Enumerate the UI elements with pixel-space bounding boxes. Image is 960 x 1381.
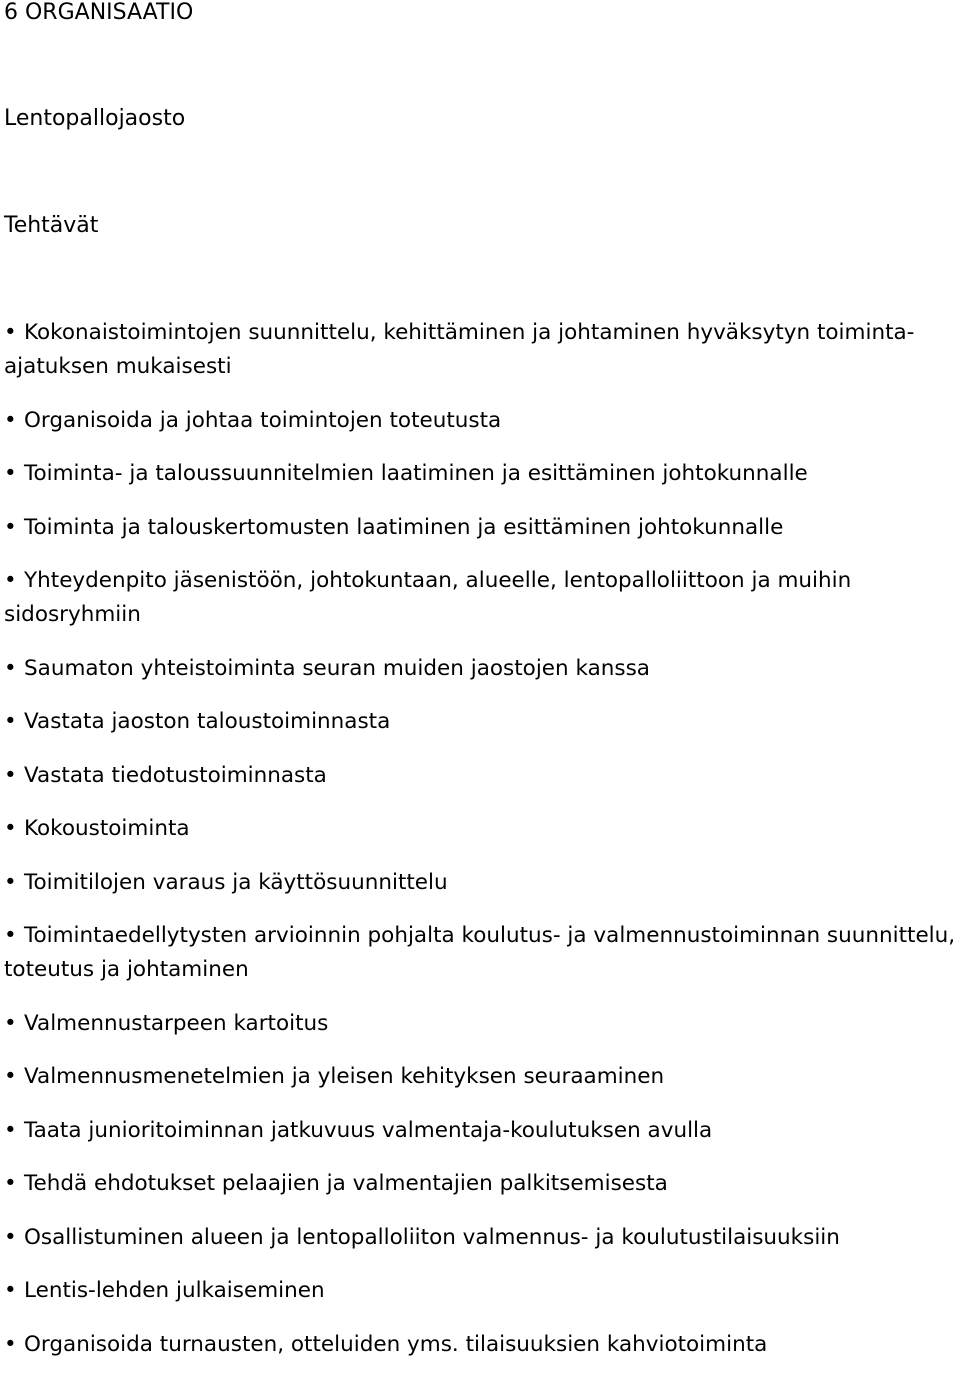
- bullet-icon: •: [4, 762, 17, 788]
- bullet-icon: •: [4, 568, 17, 593]
- task-text: Valmennustarpeen kartoitus: [24, 1010, 329, 1036]
- task-text: Yhteydenpito jäsenistöön, johtokuntaan, alueelle, lentopalloliittoon ja muihin sidosryhmiin: [4, 568, 852, 627]
- task-text: Saumaton yhteistoiminta seuran muiden jaostojen kanssa: [24, 655, 650, 681]
- list-item: [0, 705, 960, 739]
- bullet-icon: •: [4, 655, 17, 681]
- bullet-icon: •: [4, 869, 17, 895]
- task-text: Valmennusmenetelmien ja yleisen kehityksen seuraaminen: [24, 1064, 665, 1089]
- list-item: [0, 652, 960, 686]
- task-text: Toimintaedellytysten arvioinnin pohjalta koulutus- ja valmennustoiminnan suunnittelu, toteutus ja johtaminen: [4, 923, 956, 982]
- bullet-icon: •: [4, 1224, 17, 1250]
- subsection-title: Tehtävät: [4, 213, 99, 238]
- bullet-icon: •: [4, 320, 17, 345]
- task-text: Taata junioritoiminnan jatkuvuus valmentaja-koulutuksen avulla: [24, 1117, 713, 1143]
- list-item: [0, 1007, 960, 1041]
- task-text: Kokoustoiminta: [24, 816, 190, 841]
- bullet-icon: •: [4, 1331, 17, 1357]
- list-item: [0, 457, 960, 491]
- task-text: Organisoida ja johtaa toimintojen toteutusta: [24, 407, 502, 433]
- task-text: Toiminta- ja taloussuunnitelmien laatiminen ja esittäminen johtokunnalle: [24, 461, 808, 486]
- list-item: [0, 564, 960, 632]
- bullet-icon: •: [4, 1278, 17, 1303]
- task-text: Toiminta ja talouskertomusten laatiminen ja esittäminen johtokunnalle: [24, 514, 784, 540]
- bullet-icon: •: [4, 1117, 17, 1143]
- bullet-icon: •: [4, 923, 17, 948]
- task-text: Osallistuminen alueen ja lentopalloliiton valmennus- ja koulutustilaisuuksiin: [24, 1224, 840, 1250]
- list-item: [0, 759, 960, 793]
- list-item: [0, 316, 960, 384]
- bullet-icon: •: [4, 461, 17, 486]
- section-title: Lentopallojaosto: [4, 106, 186, 131]
- list-item: [0, 1060, 960, 1094]
- list-item: [0, 812, 960, 846]
- task-text: Vastata tiedotustoiminnasta: [24, 762, 327, 788]
- list-item: [0, 1114, 960, 1148]
- list-item: [0, 1167, 960, 1201]
- task-text: Toimitilojen varaus ja käyttösuunnittelu: [24, 869, 448, 895]
- bullet-icon: •: [4, 1171, 17, 1196]
- task-text: Vastata jaoston taloustoiminnasta: [24, 709, 391, 734]
- task-text: Organisoida turnausten, otteluiden yms. tilaisuuksien kahviotoiminta: [24, 1331, 768, 1357]
- task-list: [0, 316, 960, 1381]
- bullet-icon: •: [4, 1010, 17, 1036]
- list-item: [0, 919, 960, 987]
- list-item: [0, 866, 960, 900]
- list-item: [0, 1328, 960, 1362]
- task-text: Kokonaistoimintojen suunnittelu, kehittäminen ja johtaminen hyväksytyn toiminta-ajatuksen mukaisesti: [4, 320, 915, 379]
- bullet-icon: •: [4, 709, 17, 734]
- list-item: [0, 1221, 960, 1255]
- bullet-icon: •: [4, 816, 17, 841]
- list-item: [0, 404, 960, 438]
- bullet-icon: •: [4, 514, 17, 540]
- task-text: Lentis-lehden julkaiseminen: [24, 1278, 325, 1303]
- list-item: [0, 1274, 960, 1308]
- bullet-icon: •: [4, 407, 17, 433]
- list-item: [0, 511, 960, 545]
- task-text: Tehdä ehdotukset pelaajien ja valmentajien palkitsemisesta: [24, 1171, 668, 1196]
- chapter-title: 6 ORGANISAATIO: [4, 0, 194, 25]
- bullet-icon: •: [4, 1064, 17, 1089]
